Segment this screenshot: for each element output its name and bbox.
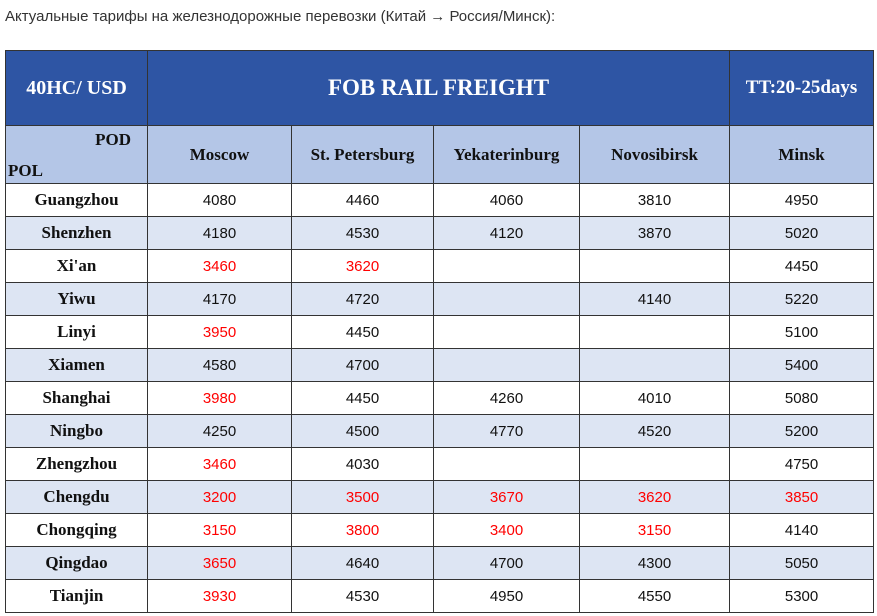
rate-cell: 4720 [292,283,434,316]
rate-cell: 4770 [434,415,580,448]
rate-cell: 3650 [148,547,292,580]
destination-header-row [6,126,874,184]
rate-cell: 3460 [148,448,292,481]
table-row [6,217,874,250]
rate-cell: 5050 [730,547,874,580]
rate-cell [434,448,580,481]
rate-cell: 3950 [148,316,292,349]
rate-cell [580,250,730,283]
rate-cell: 3150 [580,514,730,547]
origin-city-cell: Ningbo [6,415,148,448]
rate-cell: 4520 [580,415,730,448]
rate-cell: 4140 [580,283,730,316]
destination-header-minsk: Minsk [730,126,874,184]
rate-cell: 4080 [148,184,292,217]
rate-cell: 4170 [148,283,292,316]
rate-cell: 4010 [580,382,730,415]
origin-city-cell: Shenzhen [6,217,148,250]
destination-header-yekaterinburg: Yekaterinburg [434,126,580,184]
origin-city-cell: Linyi [6,316,148,349]
rate-cell: 3850 [730,481,874,514]
rate-cell: 3810 [580,184,730,217]
origin-city-cell: Chengdu [6,481,148,514]
rate-cell: 4450 [292,316,434,349]
page-caption: Актуальные тарифы на железнодорожные перевозки (Китай → Россия/Минск): [5,8,556,25]
rate-cell: 4500 [292,415,434,448]
table-row [6,514,874,547]
rate-cell: 5220 [730,283,874,316]
table-row [6,448,874,481]
rate-cell: 3980 [148,382,292,415]
rate-cell: 5080 [730,382,874,415]
origin-city-cell: Guangzhou [6,184,148,217]
rate-cell: 4180 [148,217,292,250]
origin-city-cell: Qingdao [6,547,148,580]
origin-city-cell: Xi'an [6,250,148,283]
rate-cell: 5400 [730,349,874,382]
rate-cell: 5300 [730,580,874,613]
rate-cell: 4950 [434,580,580,613]
destination-header-st-petersburg: St. Petersburg [292,126,434,184]
rate-cell: 4120 [434,217,580,250]
table-row [6,382,874,415]
rail-freight-table [5,50,874,613]
rate-cell: 4060 [434,184,580,217]
rate-cell: 4140 [730,514,874,547]
rate-cell: 4750 [730,448,874,481]
rate-cell: 3670 [434,481,580,514]
origin-city-cell: Tianjin [6,580,148,613]
rate-cell [434,283,580,316]
rate-cell [580,316,730,349]
table-row [6,184,874,217]
pod-label: POD [95,130,131,149]
rate-cell [434,316,580,349]
rate-cell: 5200 [730,415,874,448]
rate-cell [434,349,580,382]
table-row [6,316,874,349]
table-row [6,283,874,316]
rate-cell: 4450 [730,250,874,283]
rate-cell: 4250 [148,415,292,448]
rate-cell: 4530 [292,217,434,250]
pod-pol-header-cell [6,126,148,184]
rate-cell: 3200 [148,481,292,514]
rate-cell: 4460 [292,184,434,217]
rate-cell: 3870 [580,217,730,250]
rate-cell: 3150 [148,514,292,547]
table-body [6,184,874,613]
rate-cell: 3500 [292,481,434,514]
table-row [6,580,874,613]
rate-cell: 4700 [434,547,580,580]
rate-cell: 3400 [434,514,580,547]
rate-cell: 5100 [730,316,874,349]
table-row [6,349,874,382]
rate-cell: 4640 [292,547,434,580]
rate-cell: 4530 [292,580,434,613]
rate-cell [580,448,730,481]
container-currency-label: 40HC/ USD [6,51,148,126]
rate-cell: 4450 [292,382,434,415]
rate-cell: 4550 [580,580,730,613]
destination-header-moscow: Moscow [148,126,292,184]
rate-cell: 4030 [292,448,434,481]
origin-city-cell: Shanghai [6,382,148,415]
table-row [6,547,874,580]
rate-cell: 3460 [148,250,292,283]
rate-cell: 4950 [730,184,874,217]
rate-cell: 3930 [148,580,292,613]
rate-cell: 4700 [292,349,434,382]
rate-cell [580,349,730,382]
table-row [6,481,874,514]
origin-city-cell: Xiamen [6,349,148,382]
rate-cell: 4300 [580,547,730,580]
pol-label: POL [8,161,43,180]
rate-cell: 4580 [148,349,292,382]
table-title: FOB RAIL FREIGHT [148,51,730,126]
destination-header-novosibirsk: Novosibirsk [580,126,730,184]
rate-cell: 3620 [292,250,434,283]
table-row [6,250,874,283]
origin-city-cell: Zhengzhou [6,448,148,481]
table-title-row [6,51,874,126]
origin-city-cell: Yiwu [6,283,148,316]
origin-city-cell: Chongqing [6,514,148,547]
rate-cell: 4260 [434,382,580,415]
rate-cell: 3800 [292,514,434,547]
rate-cell [434,250,580,283]
transit-time-label: TT:20-25days [730,51,874,126]
table-row [6,415,874,448]
rate-cell: 5020 [730,217,874,250]
rate-cell: 3620 [580,481,730,514]
